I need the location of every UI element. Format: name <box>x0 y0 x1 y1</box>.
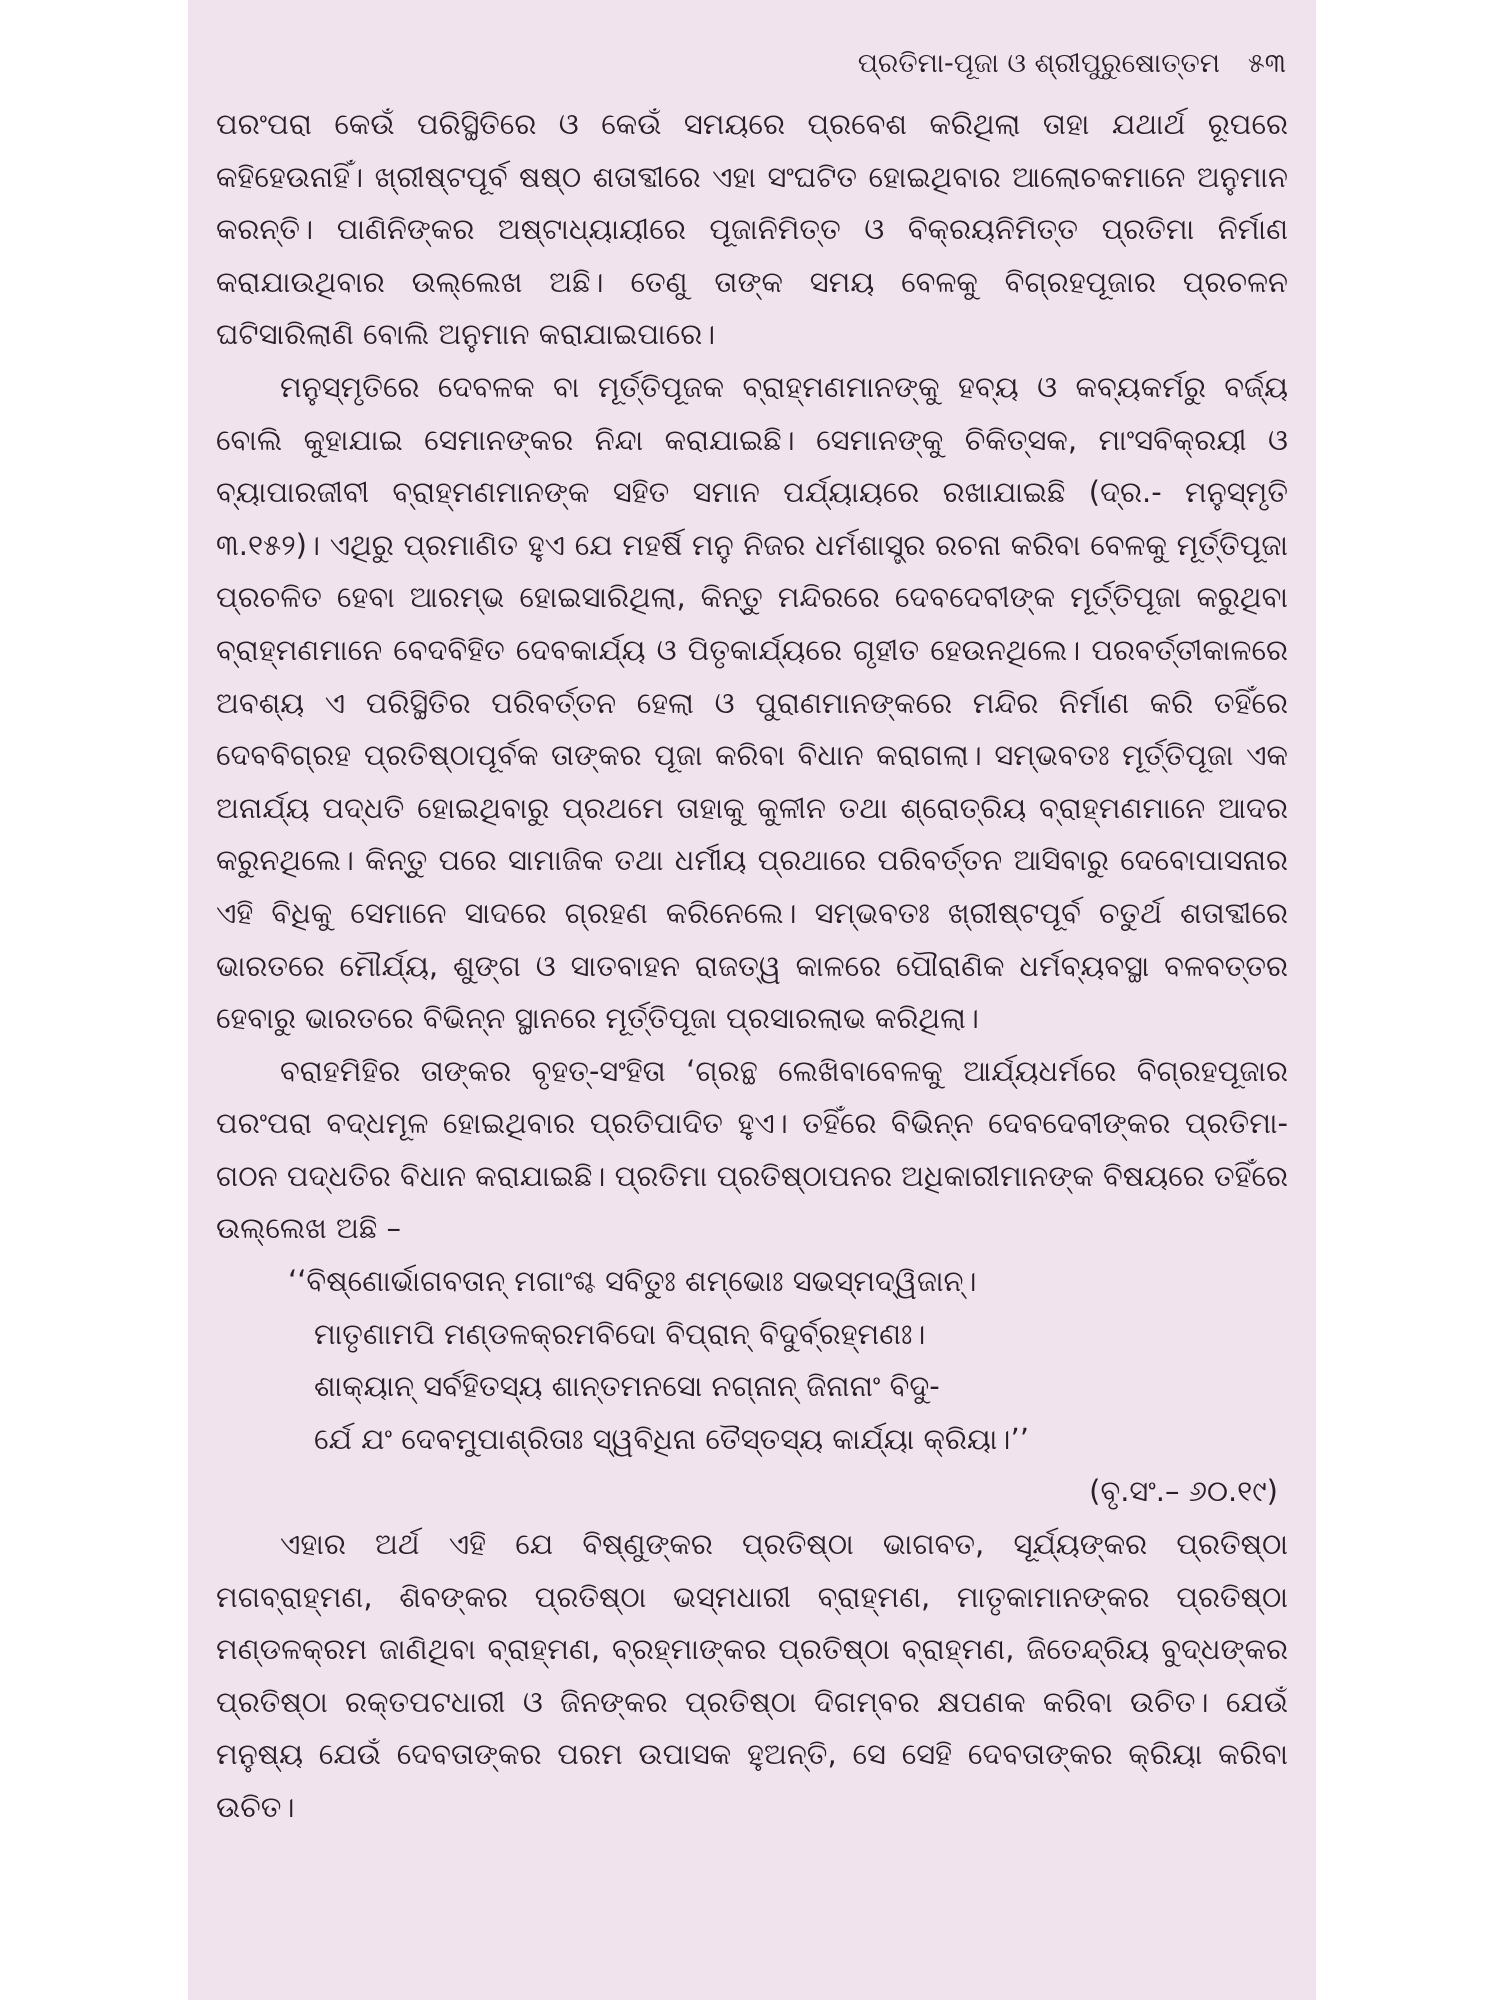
running-title: ପ୍ରତିମା-ପୂଜା ଓ ଶ୍ରୀପୁରୁଷୋତ୍ତମ <box>857 48 1220 79</box>
paragraph-2: ମନୁସ୍ମୃତିରେ ଦେବଳକ ବା ମୂର୍ତ୍ତିପୂଜକ ବ୍ରାହ୍ମଣମାନଙ୍କୁ ହବ୍ୟ ଓ କବ୍ୟକର୍ମରୁ ବର୍ଜ୍ୟ ବୋଲି କୁହାଯାଇ ସେମାନଙ୍କର ନିନ୍ଦା କରାଯାଇଛି। ସେମାନଙ୍କୁ ଚିକିତ୍ସକ, ମାଂସବିକ୍ରୟୀ ଓ ବ୍ୟାପାରଜୀବୀ ବ୍ରାହ୍ମଣମାନଙ୍କ ସହିତ ସମାନ ପର୍ଯ୍ୟାୟରେ ରଖାଯାଇଛି (ଦ୍ର.- ମନୁସ୍ମୃତି ୩.୧୫୨)। ଏଥିରୁ ପ୍ରମାଣିତ ହୁଏ ଯେ ମହର୍ଷି ମନୁ ନିଜର ଧର୍ମଶାସ୍ତ୍ର ରଚନା କରିବା ବେଳକୁ ମୂର୍ତ୍ତିପୂଜା ପ୍ରଚଳିତ ହେବା ଆରମ୍ଭ ହୋଇସାରିଥିଲା, କିନ୍ତୁ ମନ୍ଦିରରେ ଦେବଦେବୀଙ୍କ ମୂର୍ତ୍ତିପୂଜା କରୁଥିବା ବ୍ରାହ୍ମଣମାନେ ବେଦବିହିତ ଦେବକାର୍ଯ୍ୟ ଓ ପିତୃକାର୍ଯ୍ୟରେ ଗୃହୀତ ହେଉନଥିଲେ। ପରବର୍ତ୍ତୀକାଳରେ ଅବଶ୍ୟ ଏ ପରିସ୍ଥିତିର ପରିବର୍ତ୍ତନ ହେଲା ଓ ପୁରାଣମାନଙ୍କରେ ମନ୍ଦିର ନିର୍ମାଣ କରି ତହିଁରେ ଦେବବିଗ୍ରହ ପ୍ରତିଷ୍ଠାପୂର୍ବକ ତାଙ୍କର ପୂଜା କରିବା ବିଧାନ କରାଗଲା। ସମ୍ଭବତଃ ମୂର୍ତ୍ତିପୂଜା ଏକ ଅନାର୍ଯ୍ୟ ପଦ୍ଧତି ହୋଇଥିବାରୁ ପ୍ରଥମେ ତାହାକୁ କୁଳୀନ ତଥା ଶ୍ରୋତ୍ରିୟ ବ୍ରାହ୍ମଣମାନେ ଆଦର କରୁନଥିଲେ। କିନ୍ତୁ ପରେ ସାମାଜିକ ତଥା ଧର୍ମୀୟ ପ୍ରଥାରେ ପରିବର୍ତ୍ତନ ଆସିବାରୁ ଦେବୋପାସନାର ଏହି ବିଧିକୁ ସେମାନେ ସାଦରେ ଗ୍ରହଣ କରିନେଲେ। ସମ୍ଭବତଃ ଖ୍ରୀଷ୍ଟପୂର୍ବ ଚତୁର୍ଥ ଶତାବ୍ଦୀରେ ଭାରତରେ ମୌର୍ଯ୍ୟ, ଶୁଙ୍ଗ ଓ ସାତବାହନ ରାଜତ୍ୱ କାଳରେ ପୌରାଣିକ ଧର୍ମବ୍ୟବସ୍ଥା ବଳବତ୍ତର ହେବାରୁ ଭାରତରେ ବିଭିନ୍ନ ସ୍ଥାନରେ ମୂର୍ତ୍ତିପୂଜା ପ୍ରସାରଲାଭ କରିଥିଲା। <box>216 369 1288 1036</box>
book-page <box>188 0 1316 2000</box>
page-number: ୫୩ <box>1247 48 1286 79</box>
paragraph-1: ପରଂପରା କେଉଁ ପରିସ୍ଥିତିରେ ଓ କେଉଁ ସମୟରେ ପ୍ରବେଶ କରିଥିଲା ତାହା ଯଥାର୍ଥ ରୂପରେ କହିହେଉନାହିଁ। ଖ୍ରୀଷ୍ଟପୂର୍ବ ଷଷ୍ଠ ଶତାବ୍ଦୀରେ ଏହା ସଂଘଟିତ ହୋଇଥିବାର ଆଲୋଚକମାନେ ଅନୁମାନ କରନ୍ତି। ପାଣିନିଙ୍କର ଅଷ୍ଟାଧ୍ୟାୟୀରେ ପୂଜାନିମିତ୍ତ ଓ ବିକ୍ରୟନିମିତ୍ତ ପ୍ରତିମା ନିର୍ମାଣ କରାଯାଉଥିବାର ଉଲ୍ଲେଖ ଅଛି। ତେଣୁ ତାଙ୍କ ସମୟ ବେଳକୁ ବିଗ୍ରହପୂଜାର ପ୍ରଚଳନ ଘଟିସାରିଲାଣି ବୋଲି ଅନୁମାନ କରାଯାଇପାରେ। <box>216 107 1288 352</box>
verse-line-4: ର୍ଯେ ଯଂ ଦେବମୁପାଶ୍ରିତାଃ ସ୍ୱବିଧିନା ତୈସ୍ତସ୍ୟ କାର୍ଯ୍ୟା କ୍ରିୟା।’’ <box>314 1421 1029 1456</box>
verse-line-1: ‘‘ବିଷ୍ଣୋର୍ଭାଗବତାନ୍ ମଗାଂଶ୍ଚ ସବିତୁଃ ଶମ୍ଭୋଃ ସଭସ୍ମଦ୍ୱିଜାନ୍। <box>288 1264 977 1299</box>
body-text <box>216 98 1288 1834</box>
paragraph-4: ଏହାର ଅର୍ଥ ଏହି ଯେ ବିଷ୍ଣୁଙ୍କର ପ୍ରତିଷ୍ଠା ଭାଗବତ, ସୂର୍ଯ୍ୟଙ୍କର ପ୍ରତିଷ୍ଠା ମଗବ୍ରାହ୍ମଣ, ଶିବଙ୍କର ପ୍ରତିଷ୍ଠା ଭସ୍ମଧାରୀ ବ୍ରାହ୍ମଣ, ମାତୃକାମାନଙ୍କର ପ୍ରତିଷ୍ଠା ମଣ୍ଡଳକ୍ରମ ଜାଣିଥିବା ବ୍ରାହ୍ମଣ, ବ୍ରହ୍ମାଙ୍କର ପ୍ରତିଷ୍ଠା ବ୍ରାହ୍ମଣ, ଜିତେନ୍ଦ୍ରିୟ ବୁଦ୍ଧଙ୍କର ପ୍ରତିଷ୍ଠା ରକ୍ତପଟଧାରୀ ଓ ଜିନଙ୍କର ପ୍ରତିଷ୍ଠା ଦିଗମ୍ବର କ୍ଷପଣକ କରିବା ଉଚିତ। ଯେଉଁ ମନୁଷ୍ୟ ଯେଉଁ ଦେବତାଙ୍କର ପରମ ଉପାସକ ହୁଅନ୍ତି, ସେ ସେହି ଦେବତାଙ୍କର କ୍ରିୟା କରିବା ଉଚିତ। <box>216 1527 1288 1824</box>
sanskrit-verse <box>216 1255 1288 1465</box>
verse-line-3: ଶାକ୍ୟାନ୍ ସର୍ବହିତସ୍ୟ ଶାନ୍ତମନସୋ ନଗ୍ନାନ୍ ଜିନାନାଂ ବିଦୁ- <box>314 1369 940 1404</box>
paragraph-3: ବରାହମିହିର ତାଙ୍କର ବୃହତ୍-ସଂହିତା ‘ଗ୍ରନ୍ଥ ଲେଖିବାବେଳକୁ ଆର୍ଯ୍ୟଧର୍ମରେ ବିଗ୍ରହପୂଜାର ପରଂପରା ବଦ୍ଧମୂଳ ହୋଇଥିବାର ପ୍ରତିପାଦିତ ହୁଏ। ତହିଁରେ ବିଭିନ୍ନ ଦେବଦେବୀଙ୍କର ପ୍ରତିମା-ଗଠନ ପଦ୍ଧତିର ବିଧାନ କରାଯାଇଛି। ପ୍ରତିମା ପ୍ରତିଷ୍ଠାପନର ଅଧିକାରୀମାନଙ୍କ ବିଷୟରେ ତହିଁରେ ଉଲ୍ଲେଖ ଅଛି – <box>216 1053 1288 1246</box>
running-header <box>216 44 1288 84</box>
verse-line-2: ମାତୃଣାମପି ମଣ୍ଡଳକ୍ରମବିଦୋ ବିପ୍ରାନ୍ ବିଦୁର୍ବ୍ରହ୍ମଣଃ। <box>314 1316 926 1351</box>
verse-citation: (ବୃ.ସଂ.– ୬୦.୧୯) <box>1089 1474 1278 1509</box>
